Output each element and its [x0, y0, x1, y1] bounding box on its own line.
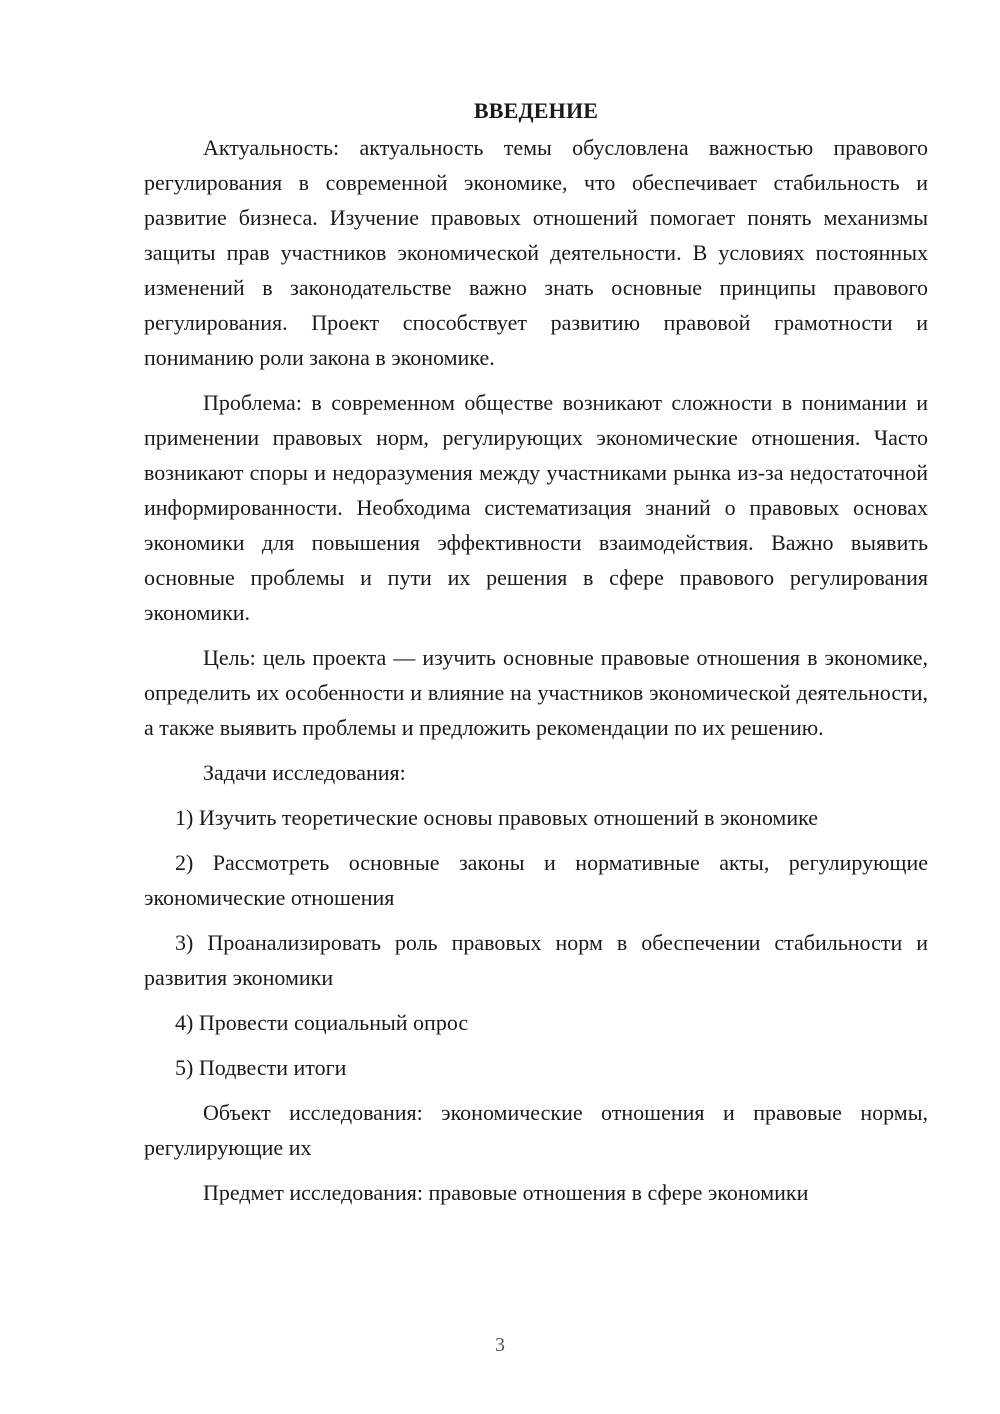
task-item-5: 5) Подвести итоги [175, 1055, 347, 1080]
subject-paragraph: Предмет исследования: правовые отношения в сфере экономики [203, 1180, 809, 1205]
tasks-title: Задачи исследования: [203, 760, 406, 785]
goal-paragraph: Цель: цель проекта — изучить основные правовые отношения в экономике, определить их особенности и влияние на участников экономической деятельности, а также выявить проблемы и предложить рекомендации по их решению. [144, 645, 928, 740]
relevance-paragraph: Актуальность: актуальность темы обусловлена важностью правового регулирования в современной экономике, что обеспечивает стабильность и развитие бизнеса. Изучение правовых отношений помогает понять механизмы защиты прав участников экономической деятельности. В условиях постоянных изменений в законодательстве важно знать основные принципы правового регулирования. Проект способствует развитию правовой грамотности и пониманию роли закона в экономике. [144, 135, 928, 370]
problem-paragraph: Проблема: в современном обществе возникают сложности в понимании и применении правовых норм, регулирующих экономические отношения. Часто возникают споры и недоразумения между участниками рынка из-за недостаточной информированности. Необходима систематизация знаний о правовых основах экономики для повышения эффективности взаимодействия. Важно выявить основные проблемы и пути их решения в сфере правового регулирования экономики. [144, 390, 928, 625]
task-item-3: 3) Проанализировать роль правовых норм в обеспечении стабильности и развития экономики [144, 930, 928, 990]
task-item-2: 2) Рассмотреть основные законы и нормативные акты, регулирующие экономические отношения [144, 850, 928, 910]
task-item-4: 4) Провести социальный опрос [175, 1010, 469, 1035]
document-body [144, 96, 928, 1220]
section-heading: ВВЕДЕНИЕ [473, 98, 599, 123]
object-paragraph: Объект исследования: экономические отношения и правовые нормы, регулирующие их [144, 1100, 928, 1160]
task-item-1: 1) Изучить теоретические основы правовых отношений в экономике [175, 805, 819, 830]
page-number: 3 [495, 1334, 505, 1356]
